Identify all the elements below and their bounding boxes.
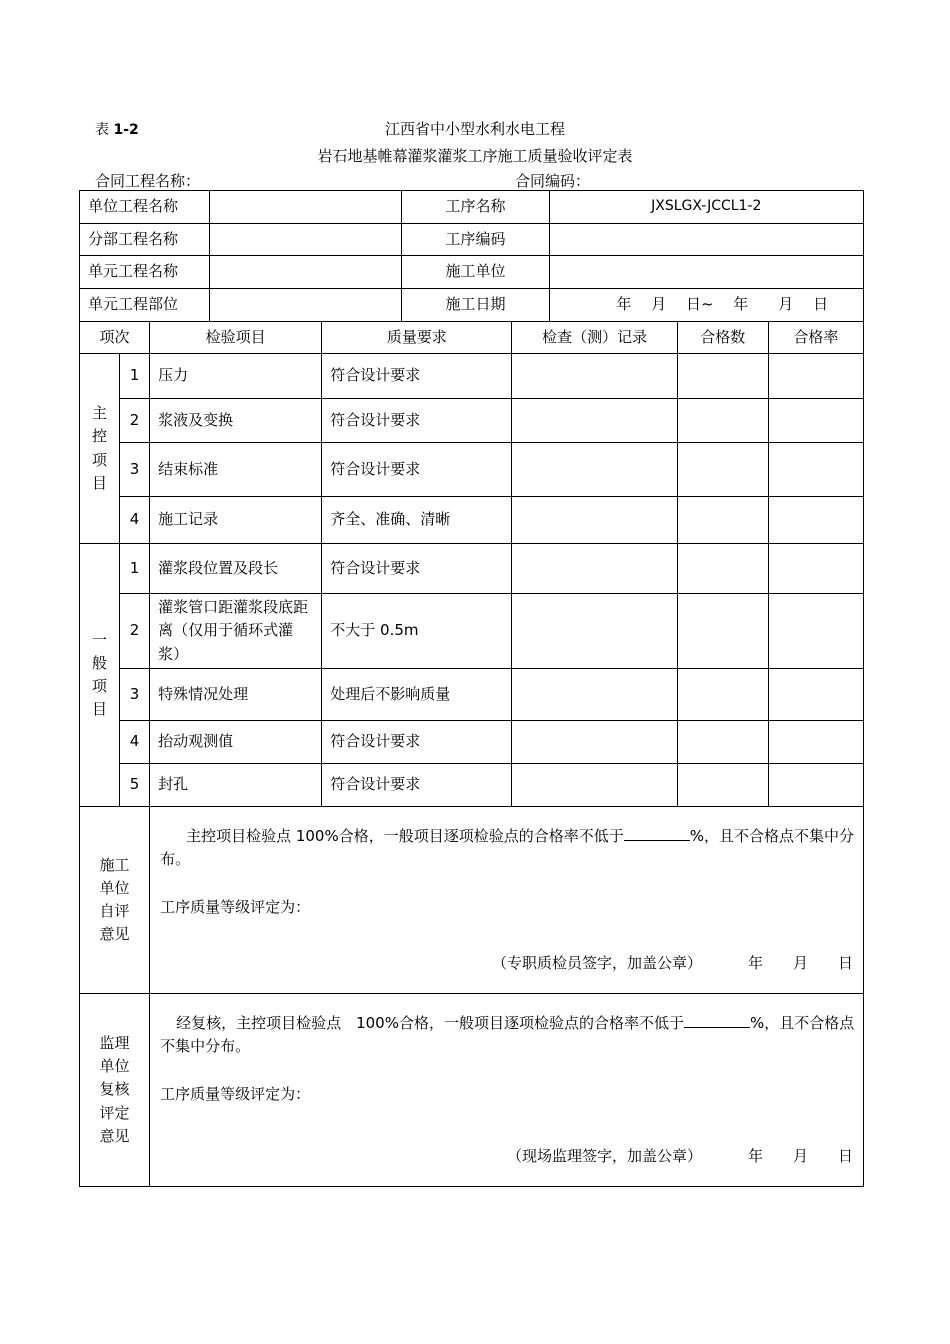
- item-name: 浆液及变换: [150, 399, 322, 443]
- contract-code-label: 合同编码：: [515, 172, 591, 190]
- item-number: 1: [120, 354, 150, 399]
- col-check-record: 检查（测）记录: [512, 322, 677, 354]
- qualified-count-cell[interactable]: [677, 721, 768, 764]
- check-record-cell[interactable]: [512, 354, 677, 399]
- check-record-cell[interactable]: [512, 764, 677, 807]
- sub-project-label: 分部工程名称: [80, 224, 210, 256]
- evaluation-table: [79, 190, 864, 1187]
- item-requirement: 符合设计要求: [322, 443, 512, 497]
- item-requirement: 不大于 0.5m: [322, 594, 512, 669]
- item-number: 3: [120, 443, 150, 497]
- supervision-row: [80, 994, 864, 1187]
- qualified-rate-cell[interactable]: [768, 721, 863, 764]
- process-code-label: 工序编码: [402, 224, 549, 256]
- item-number: 2: [120, 594, 150, 669]
- general-group-label: 一 般 项 目: [80, 544, 120, 807]
- check-record-cell[interactable]: [512, 669, 677, 721]
- col-qualified-count: 合格数: [677, 322, 768, 354]
- item-name: 灌浆管口距灌浆段底距离（仅用于循环式灌浆）: [150, 594, 322, 669]
- item-number: 5: [120, 764, 150, 807]
- table-row: [80, 443, 864, 497]
- qualified-count-cell[interactable]: [677, 669, 768, 721]
- item-number: 4: [120, 721, 150, 764]
- element-location-value[interactable]: [210, 289, 402, 322]
- item-name: 施工记录: [150, 497, 322, 544]
- info-row: [80, 289, 864, 322]
- qualified-rate-cell[interactable]: [768, 399, 863, 443]
- table-row: [80, 354, 864, 399]
- supervision-content: [150, 994, 864, 1187]
- item-number: 2: [120, 399, 150, 443]
- info-row: [80, 224, 864, 256]
- qualified-rate-cell[interactable]: [768, 497, 863, 544]
- check-record-cell[interactable]: [512, 443, 677, 497]
- supervision-statement: 经复核，主控项目检验点 100%合格，一般项目逐项检验点的合格率不低于 %，且不合格点不集中分布。: [160, 1014, 855, 1056]
- qualified-rate-cell[interactable]: [768, 443, 863, 497]
- quality-level-label: 工序质量等级评定为：: [160, 1084, 311, 1103]
- item-requirement: 处理后不影响质量: [322, 669, 512, 721]
- table-row: [80, 764, 864, 807]
- check-record-cell[interactable]: [512, 399, 677, 443]
- table-row: [80, 594, 864, 669]
- qualified-count-cell[interactable]: [677, 443, 768, 497]
- qualified-count-cell[interactable]: [677, 399, 768, 443]
- item-name: 压力: [150, 354, 322, 399]
- qualified-count-cell[interactable]: [677, 764, 768, 807]
- self-evaluation-label: 施工 单位 自评 意见: [80, 807, 150, 994]
- item-name: 灌浆段位置及段长: [150, 544, 322, 594]
- form-title-line1: 江西省中小型水利水电工程: [384, 120, 565, 138]
- self-evaluation-signature: （专职质检员签字，加盖公章） 年 月 日: [491, 953, 853, 972]
- table-number: 表 1-2: [95, 122, 139, 138]
- col-item-no: 项次: [80, 322, 150, 354]
- item-requirement: 符合设计要求: [322, 354, 512, 399]
- contract-name-label: 合同工程名称：: [95, 172, 201, 190]
- column-header-row: [80, 322, 864, 354]
- item-requirement: 符合设计要求: [322, 721, 512, 764]
- info-row: [80, 191, 864, 224]
- quality-level-label: 工序质量等级评定为：: [160, 897, 311, 916]
- construction-unit-label: 施工单位: [402, 256, 549, 289]
- supervision-date: 年 月 日: [747, 1146, 853, 1165]
- item-name: 结束标准: [150, 443, 322, 497]
- construction-date-value[interactable]: 年 月 日~ 年 月 日: [549, 289, 863, 322]
- qualified-rate-cell[interactable]: [768, 354, 863, 399]
- col-inspection-item: 检验项目: [150, 322, 322, 354]
- sub-project-value[interactable]: [210, 224, 402, 256]
- info-row: [80, 256, 864, 289]
- construction-date-label: 施工日期: [402, 289, 549, 322]
- table-row: [80, 669, 864, 721]
- item-name: 特殊情况处理: [150, 669, 322, 721]
- unit-project-label: 单位工程名称: [80, 191, 210, 224]
- table-row: [80, 544, 864, 594]
- qualified-rate-cell[interactable]: [768, 544, 863, 594]
- qualified-count-cell[interactable]: [677, 544, 768, 594]
- form-title-line2: 岩石地基帷幕灌浆灌浆工序施工质量验收评定表: [317, 147, 633, 165]
- item-number: 4: [120, 497, 150, 544]
- check-record-cell[interactable]: [512, 544, 677, 594]
- qualified-rate-cell[interactable]: [768, 764, 863, 807]
- supervision-signature: （现场监理签字，加盖公章） 年 月 日: [506, 1146, 853, 1165]
- qualified-rate-blank[interactable]: [624, 826, 690, 841]
- item-requirement: 符合设计要求: [322, 764, 512, 807]
- table-row: [80, 497, 864, 544]
- table-row: [80, 721, 864, 764]
- construction-unit-value[interactable]: [549, 256, 863, 289]
- table-row: [80, 399, 864, 443]
- main-control-group-label: 主 控 项 目: [80, 354, 120, 544]
- process-code-value[interactable]: [549, 224, 863, 256]
- check-record-cell[interactable]: [512, 497, 677, 544]
- self-evaluation-date: 年 月 日: [747, 953, 853, 972]
- qualified-count-cell[interactable]: [677, 594, 768, 669]
- item-name: 封孔: [150, 764, 322, 807]
- item-name: 抬动观测值: [150, 721, 322, 764]
- qualified-rate-cell[interactable]: [768, 594, 863, 669]
- check-record-cell[interactable]: [512, 721, 677, 764]
- qualified-rate-cell[interactable]: [768, 669, 863, 721]
- qualified-count-cell[interactable]: [677, 497, 768, 544]
- element-project-value[interactable]: [210, 256, 402, 289]
- item-requirement: 齐全、准确、清晰: [322, 497, 512, 544]
- item-number: 1: [120, 544, 150, 594]
- item-requirement: 符合设计要求: [322, 399, 512, 443]
- qualified-count-cell[interactable]: [677, 354, 768, 399]
- self-evaluation-statement: 主控项目检验点 100%合格，一般项目逐项检验点的合格率不低于 %，且不合格点不集中分布。: [160, 827, 854, 869]
- process-name-label: 工序名称: [402, 191, 549, 224]
- col-quality-requirement: 质量要求: [322, 322, 512, 354]
- col-qualified-rate: 合格率: [768, 322, 863, 354]
- element-project-label: 单元工程名称: [80, 256, 210, 289]
- process-name-value[interactable]: JXSLGX-JCCL1-2: [549, 191, 863, 224]
- unit-project-value[interactable]: [210, 191, 402, 224]
- supervision-label: 监理 单位 复核 评定 意见: [80, 994, 150, 1187]
- qualified-rate-blank[interactable]: [684, 1013, 750, 1028]
- self-evaluation-content: [150, 807, 864, 994]
- element-location-label: 单元工程部位: [80, 289, 210, 322]
- self-evaluation-row: [80, 807, 864, 994]
- check-record-cell[interactable]: [512, 594, 677, 669]
- item-requirement: 符合设计要求: [322, 544, 512, 594]
- item-number: 3: [120, 669, 150, 721]
